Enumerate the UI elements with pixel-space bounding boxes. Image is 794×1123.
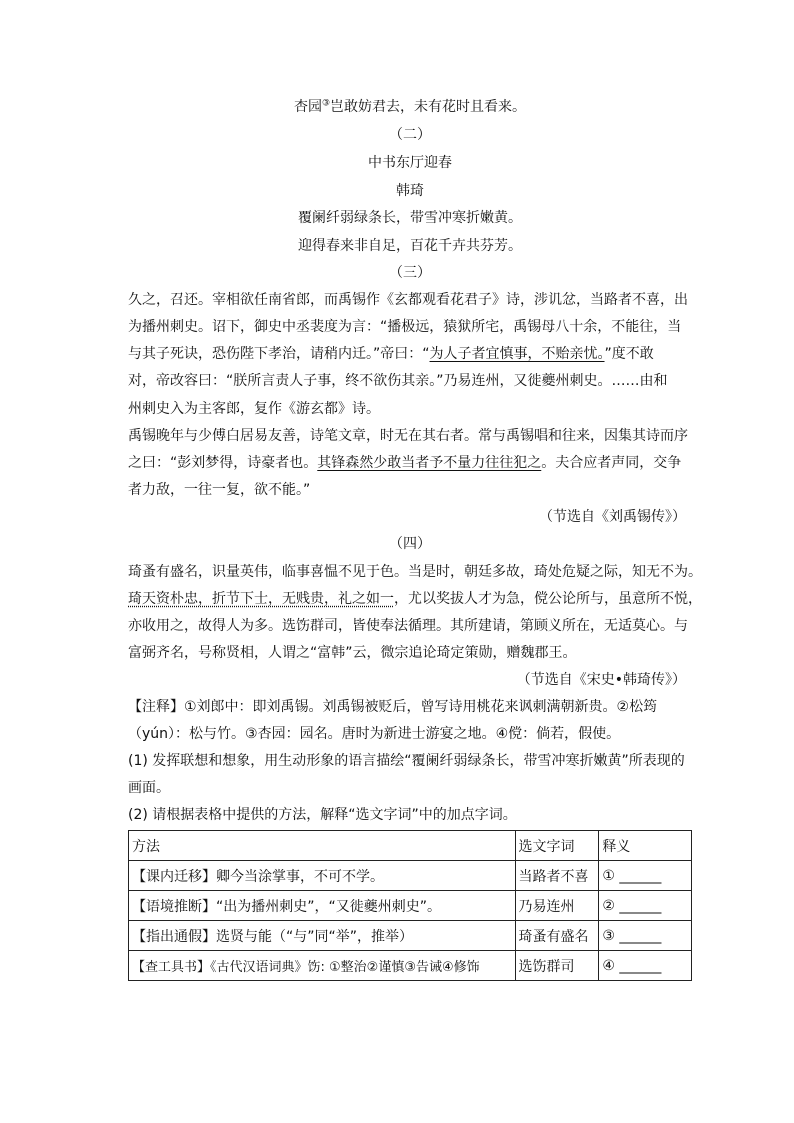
- passage3-line-1: 久之，召还。宰相欲任南省郎，而禹锡作《玄都观看花君子》诗，涉讥忿，当路者不喜，出: [128, 292, 688, 308]
- method-cell: 【指出通假】选贤与能（“与”同“举”，推举）: [129, 921, 516, 951]
- passage3-source: （节选自《刘禹锡传》）: [539, 509, 686, 525]
- passage3-line-5: 州刺史入为主客郎，复作《游玄都》诗。: [128, 401, 380, 417]
- notes-line-2: （yún）：松与竹。③杏园：园名。唐时为新进士游宴之地。④傥：倘若，假使。: [128, 726, 621, 742]
- passage4-line-1: 琦蚤有盛名，识量英伟，临事喜愠不见于色。当是时，朝廷多故，琦处危疑之际，知无不为。: [128, 564, 702, 580]
- word-cell: 当路者不喜: [515, 861, 599, 891]
- answer-cell[interactable]: ③ ______: [599, 921, 692, 951]
- passage3-line-8: 者力敌，一往一复，欲不能。”: [128, 482, 311, 498]
- method-cell: 【课内迁移】卿今当涂掌事，不可不学。: [129, 861, 516, 891]
- header-meaning: 释义: [599, 831, 692, 861]
- question-1-line-1: (1) 发挥联想和想象，用生动形象的语言描绘“覆阑纤弱绿条长，带雪冲寒折嫩黄”所表现的: [128, 753, 685, 769]
- section-2-label: （二）: [389, 127, 431, 143]
- passage4-line-3: 亦收用之，故得人为多。选饬群司，皆使奉法循理。其所建请，第顾义所在，无适莫心。与: [128, 618, 688, 634]
- passage3-line-6: 禹锡晚年与少傅白居易友善，诗笔文章，时无在其右者。常与禹锡唱和往来，因集其诗而序: [128, 428, 688, 444]
- table-row: [129, 861, 692, 891]
- section-4-label: （四）: [389, 536, 431, 552]
- passage3-line-3: 与其子死诀，恐伤陛下孝治，请稍内迁。”帝曰：“为人子者宜慎事，不贻亲忧。”度不敢: [128, 346, 654, 362]
- underlined-sentence-1: 为人子者宜慎事，不贻亲忧。: [429, 346, 605, 362]
- table-header-row: [129, 831, 692, 861]
- word-cell: 选饬群司: [515, 951, 599, 981]
- poem2-title: 中书东厅迎春: [368, 155, 452, 171]
- vocab-table: [128, 830, 692, 981]
- passage4-source: （节选自《宋史•韩琦传》）: [516, 672, 686, 688]
- poem2-line-1: 覆阑纤弱绿条长，带雪冲寒折嫩黄。: [298, 210, 522, 226]
- word-cell: 乃易连州: [515, 891, 599, 921]
- answer-cell[interactable]: ② ______: [599, 891, 692, 921]
- header-method: 方法: [129, 831, 516, 861]
- notes-line-1: 【注释】①刘郎中：即刘禹锡。刘禹锡被贬后，曾写诗用桃花来讽刺满朝新贵。②松筠: [128, 699, 658, 715]
- passage4-line-4: 富弼齐名，号称贤相，人谓之“富韩”云，微宗追论琦定策勋，赠魏郡王。: [128, 645, 577, 661]
- header-word: 选文字词: [515, 831, 599, 861]
- underlined-sentence-2: 其锋森然少敢当者予不量力往往犯之: [317, 455, 542, 471]
- method-cell: 【语境推断】“出为播州刺史”，“又徙夔州刺史”。: [129, 891, 516, 921]
- passage3-line-2: 为播州刺史。诏下，御史中丞裴度为言：“播极远，猿狱所宅，禹锡母八十余，不能往，当: [128, 319, 682, 335]
- table-row: [129, 891, 692, 921]
- answer-cell[interactable]: ① ______: [599, 861, 692, 891]
- section-3-label: （三）: [389, 265, 431, 281]
- poem2-author: 韩琦: [396, 183, 424, 199]
- method-cell: 【查工具书】《古代汉语词典》饬: ①整治②谨慎③告诫④修饰: [129, 951, 516, 981]
- poem1-last-line: 杏园③岂敢妨君去，未有花时且看来。: [293, 98, 527, 115]
- answer-cell[interactable]: ④ ______: [599, 951, 692, 981]
- word-cell: 琦蚤有盛名: [515, 921, 599, 951]
- table-row: [129, 951, 692, 981]
- passage3-line-7: 之曰：“彭刘梦得，诗豪者也。其锋森然少敢当者予不量力往往犯之。夫合应者声同，交争: [128, 455, 682, 471]
- poem2-line-2: 迎得春来非自足，百花千卉共芬芳。: [298, 238, 522, 254]
- table-row: [129, 921, 692, 951]
- dotted-underline-sentence: 琦天资朴忠，折节下士，无贱贵，礼之如一: [128, 591, 394, 607]
- passage4-line-2: 琦天资朴忠，折节下士，无贱贵，礼之如一，尤以奖拔人才为急，傥公论所与，虽意所不悦，: [128, 591, 702, 607]
- question-2: (2) 请根据表格中提供的方法，解释“选文字词”中的加点字词。: [128, 807, 517, 823]
- question-1-line-2: 画面。: [128, 780, 170, 796]
- passage3-line-4: 对，帝改容曰：“朕所言责人子事，终不欲伤其亲。”乃易连州，又徙夔州刺史。……由和: [128, 373, 668, 389]
